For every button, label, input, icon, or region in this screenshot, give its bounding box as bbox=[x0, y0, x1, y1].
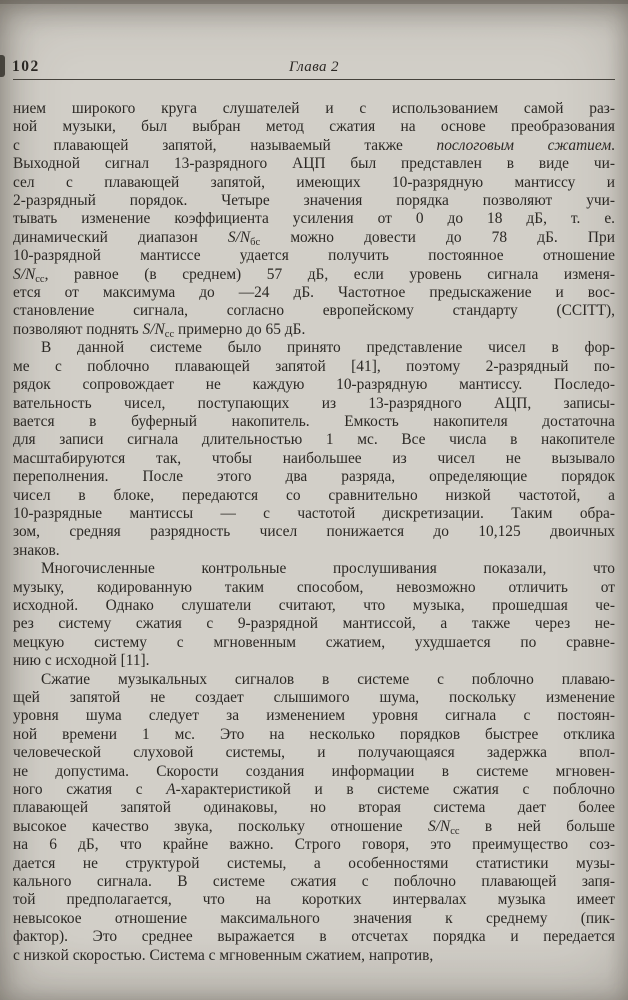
text-line: позволяют поднять $S/N_{сс}$ примерно до 65 дБ. bbox=[13, 320, 306, 340]
text-line: на 6 дБ, что крайне важно. Строго говоря, это преимущество соз- bbox=[13, 836, 615, 854]
header-rule bbox=[13, 79, 615, 80]
body-text bbox=[13, 100, 615, 965]
text-line: невысокое отношение максимального значения к среднему (пик- bbox=[13, 909, 615, 927]
text-line: с низкой скоростью. Система с мгновенным сжатием, напротив, bbox=[13, 946, 434, 964]
text-line: фактор). Это среднее выражается в отсчетах порядка и передается bbox=[13, 928, 615, 946]
text-line: 2-разрядный порядок. Четыре значения порядка позволяют учи- bbox=[13, 192, 615, 210]
text-line: той предполагается, что на коротких интервалах музыка имеет bbox=[13, 891, 615, 909]
text-line: уровня шума следует за изменением уровня сигнала с постоян- bbox=[13, 707, 615, 725]
text-line: кального сигнала. В системе сжатия с поблочно плавающей запя- bbox=[13, 873, 615, 891]
text-line: Сжатие музыкальных сигналов в системе с поблочно плаваю- bbox=[41, 670, 615, 688]
text-line: рядок сопровождает не каждую 10-разрядную мантиссу. Последо- bbox=[13, 376, 615, 394]
text-line: высокое качество звука, поскольку отношение $S/N_{сс}$ в ней больше bbox=[13, 817, 615, 837]
page-number: 102 bbox=[12, 58, 40, 75]
paragraph bbox=[13, 671, 615, 966]
text-line: знаков. bbox=[13, 541, 60, 559]
text-line: рез систему сжатия с 9-разрядной мантиссой, а также через не- bbox=[13, 615, 615, 633]
paragraph bbox=[13, 560, 615, 670]
text-line: $S/N_{сс}$, равное (в среднем) 57 дБ, если уровень сигнала изменя- bbox=[13, 265, 615, 285]
text-line: плавающей запятой одинаковы, но вторая система дает более bbox=[13, 799, 615, 817]
text-line: становление сигнала, согласно европейскому стандарту (CCITT), bbox=[13, 302, 615, 320]
scan-artifact-left bbox=[0, 55, 5, 77]
paragraph bbox=[13, 100, 615, 339]
text-line: Выходной сигнал 13-разрядного АЦП был представлен в виде чи- bbox=[13, 155, 615, 173]
text-line: 10-разрядные мантиссы — с частотой дискретизации. Таким обра- bbox=[13, 504, 615, 522]
text-line: В данной системе было принято представление чисел в фор- bbox=[41, 339, 615, 357]
text-line: динамический диапазон $S/N_{бс}$ можно довести до 78 дБ. При bbox=[13, 228, 615, 248]
text-line: переполнения. После этого два разряда, определяющие порядок bbox=[13, 468, 615, 486]
text-line: человеческой слуховой системы, и получающаяся задержка впол- bbox=[13, 744, 615, 762]
text-line: тывать изменение коэффициента усиления от 0 до 18 дБ, т. е. bbox=[13, 210, 615, 228]
text-line: ется от максимума до —24 дБ. Частотное предыскажение и вос- bbox=[13, 284, 615, 302]
text-line: нию с исходной [11]. bbox=[13, 652, 150, 670]
text-line: 10-разрядной мантиссе удается получить постоянное отношение bbox=[13, 247, 615, 265]
text-line: нием широкого круга слушателей и с использованием самой раз- bbox=[13, 100, 615, 117]
text-line: чисел в блоке, передаются со сравнительно низкой частотой, а bbox=[13, 486, 615, 504]
text-line: Многочисленные контрольные прослушивания показали, что bbox=[41, 560, 615, 578]
page-header bbox=[13, 0, 615, 77]
text-line: ного сжатия с А-характеристикой и в системе сжатия с поблочно bbox=[13, 781, 615, 799]
paragraph bbox=[13, 339, 615, 560]
text-line: вается в буферный накопитель. Емкость накопителя достаточна bbox=[13, 412, 615, 430]
text-line: ме с поблочно плавающей запятой [41], поэтому 2-разрядный по- bbox=[13, 357, 615, 375]
text-line: зом, средняя разрядность чисел понижается до 10,125 двоичных bbox=[13, 523, 615, 541]
text-line: музыку, кодированную таким способом, невозможно отличить от bbox=[13, 578, 615, 596]
text-line: ной времени 1 мс. Это на несколько порядков быстрее отклика bbox=[13, 725, 615, 743]
text-line: щей запятой не создает слышимого шума, поскольку изменение bbox=[13, 689, 615, 706]
chapter-header: Глава 2 bbox=[289, 59, 339, 75]
text-line: не допустима. Скорости создания информации в системе мгновен- bbox=[13, 762, 615, 780]
text-line: дается не структурой системы, а особенностями статистики музы- bbox=[13, 854, 615, 872]
text-line: мецкую систему с мгновенным сжатием, ухудшается по сравне- bbox=[13, 633, 615, 651]
text-line: для записи сигнала длительностью 1 мс. Все числа в накопителе bbox=[13, 431, 615, 449]
text-line: вательность чисел, поступающих из 13-разрядного АЦП, записы- bbox=[13, 394, 615, 412]
text-line: сел с плавающей запятой, имеющих 10-разрядную мантиссу и bbox=[13, 173, 615, 191]
text-line: с плавающей запятой, называемый также послоговым сжатием. bbox=[13, 136, 616, 154]
text-line: исходной. Однако слушатели считают, что музыка, прошедшая че- bbox=[13, 596, 615, 614]
text-line: ной музыки, был выбран метод сжатия на основе преобразования bbox=[13, 118, 615, 136]
text-line: масштабируются так, чтобы наибольшее из чисел не вызывало bbox=[13, 449, 615, 467]
